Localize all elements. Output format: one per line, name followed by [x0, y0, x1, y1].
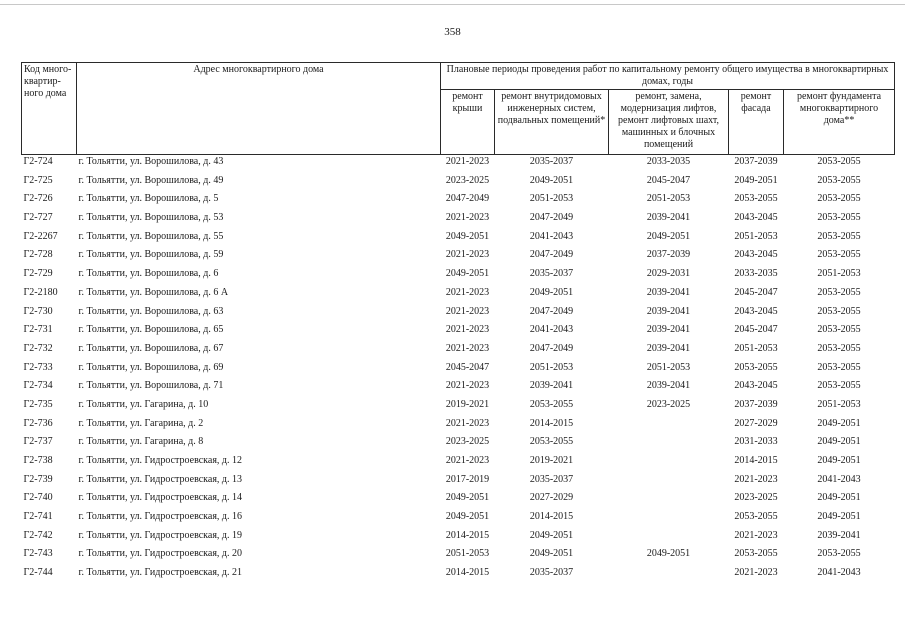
cell-roof: 2051-2053: [445, 548, 490, 560]
cell-roof: 2021-2023: [445, 380, 490, 392]
cell-code: Г2-742: [23, 529, 53, 541]
cell-roof: 2017-2019: [445, 473, 490, 485]
cell-systems: 2039-2041: [529, 380, 574, 392]
cell-code: Г2-744: [23, 567, 53, 579]
cell-facade: 2033-2035: [734, 268, 778, 280]
cell-foundation: 2039-2041: [817, 529, 861, 541]
cell-lifts: 2049-2051: [646, 548, 691, 560]
cell-systems: 2035-2037: [529, 567, 574, 579]
cell-foundation: 2053-2055: [817, 212, 861, 224]
cell-facade: 2014-2015: [734, 455, 778, 466]
cell-foundation: 2049-2051: [817, 455, 861, 466]
cell-systems: 2049-2051: [529, 548, 574, 560]
cell-lifts: 2029-2031: [646, 268, 691, 280]
cell-lifts: [609, 566, 729, 585]
cell-code: Г2-737: [23, 436, 53, 448]
cell-address: г. Тольятти, ул. Ворошилова, д. 71: [78, 380, 224, 392]
cell-address: г. Тольятти, ул. Ворошилова, д. 49: [78, 174, 224, 186]
cell-foundation: 2051-2053: [817, 398, 861, 410]
cell-roof: 2021-2023: [445, 212, 490, 224]
cell-lifts: [609, 529, 729, 548]
cell-facade: 2053-2055: [734, 511, 778, 523]
header-address: Адрес многоквартирного дома: [77, 63, 441, 155]
cell-address: г. Тольятти, ул. Ворошилова, д. 63: [78, 305, 224, 317]
cell-facade: 2027-2029: [734, 417, 778, 429]
cell-address: г. Тольятти, ул. Гагарина, д. 8: [78, 436, 204, 448]
header-roof: ремонт крыши: [441, 90, 495, 155]
cell-foundation: 2053-2055: [817, 548, 861, 560]
cell-systems: 2014-2015: [529, 417, 574, 429]
cell-code: Г2-727: [23, 212, 53, 224]
repair-schedule-table: [21, 62, 895, 585]
cell-roof: 2021-2023: [445, 156, 490, 167]
table-row: [22, 342, 895, 361]
cell-address: г. Тольятти, ул. Ворошилова, д. 55: [78, 230, 224, 242]
cell-address: г. Тольятти, ул. Гидростроевская, д. 14: [78, 492, 243, 504]
cell-roof: 2049-2051: [445, 511, 490, 523]
cell-systems: 2049-2051: [529, 529, 574, 541]
cell-roof: 2014-2015: [445, 567, 490, 579]
cell-roof: 2021-2023: [445, 455, 490, 466]
cell-roof: 2021-2023: [445, 417, 490, 429]
cell-facade: 2051-2053: [734, 342, 778, 354]
cell-code: Г2-739: [23, 473, 53, 485]
cell-systems: 2035-2037: [529, 268, 574, 280]
cell-systems: 2041-2043: [529, 324, 574, 336]
header-lifts: ремонт, замена, модернизация лифтов, ремонт лифтовых шахт, машинных и блочных помещений: [609, 90, 729, 155]
cell-roof: 2021-2023: [445, 286, 490, 298]
table-row: [22, 473, 895, 492]
cell-address: г. Тольятти, ул. Ворошилова, д. 6: [78, 268, 219, 280]
cell-lifts: [609, 435, 729, 454]
table-row: [22, 398, 895, 417]
cell-code: Г2-728: [23, 249, 53, 261]
cell-foundation: 2049-2051: [817, 417, 861, 429]
cell-lifts: [609, 417, 729, 436]
cell-foundation: 2053-2055: [817, 380, 861, 392]
cell-lifts: 2039-2041: [646, 286, 691, 298]
table-row: [22, 379, 895, 398]
cell-code: Г2-741: [23, 511, 53, 523]
cell-foundation: 2053-2055: [817, 305, 861, 317]
cell-roof: 2023-2025: [445, 436, 490, 448]
cell-lifts: 2049-2051: [646, 230, 691, 242]
cell-code: Г2-740: [23, 492, 53, 504]
cell-foundation: 2049-2051: [817, 436, 861, 448]
cell-systems: 2035-2037: [529, 156, 574, 167]
cell-facade: 2021-2023: [734, 529, 778, 541]
cell-address: г. Тольятти, ул. Ворошилова, д. 59: [78, 249, 224, 261]
cell-systems: 2027-2029: [529, 492, 574, 504]
cell-facade: 2053-2055: [734, 361, 778, 373]
table-row: [22, 547, 895, 566]
table-row: [22, 192, 895, 211]
table-row: [22, 529, 895, 548]
cell-foundation: 2051-2053: [817, 268, 861, 280]
cell-lifts: 2045-2047: [646, 174, 691, 186]
cell-code: Г2-2267: [23, 230, 58, 242]
cell-roof: 2049-2051: [445, 230, 490, 242]
cell-code: Г2-732: [23, 342, 53, 354]
cell-code: Г2-743: [23, 548, 53, 560]
table-row: [22, 491, 895, 510]
cell-lifts: [609, 510, 729, 529]
cell-lifts: [609, 491, 729, 510]
cell-systems: 2049-2051: [529, 286, 574, 298]
cell-code: Г2-733: [23, 361, 53, 373]
cell-systems: 2053-2055: [529, 436, 574, 448]
cell-address: г. Тольятти, ул. Гагарина, д. 2: [78, 417, 204, 429]
cell-address: г. Тольятти, ул. Ворошилова, д. 5: [78, 193, 219, 205]
cell-systems: 2019-2021: [529, 455, 574, 466]
page-number: 358: [444, 26, 461, 38]
cell-roof: 2021-2023: [445, 342, 490, 354]
cell-address: г. Тольятти, ул. Ворошилова, д. 69: [78, 361, 224, 373]
cell-address: г. Тольятти, ул. Гидростроевская, д. 12: [78, 455, 243, 466]
cell-facade: 2051-2053: [734, 230, 778, 242]
table-row: [22, 174, 895, 193]
cell-facade: 2043-2045: [734, 212, 778, 224]
cell-roof: 2047-2049: [445, 193, 490, 205]
cell-foundation: 2053-2055: [817, 249, 861, 261]
cell-lifts: 2051-2053: [646, 361, 691, 373]
cell-code: Г2-726: [23, 193, 53, 205]
cell-address: г. Тольятти, ул. Ворошилова, д. 6 А: [78, 286, 229, 298]
cell-facade: 2045-2047: [734, 324, 778, 336]
table-row: [22, 286, 895, 305]
cell-code: Г2-731: [23, 324, 53, 336]
cell-lifts: [609, 454, 729, 473]
cell-foundation: 2053-2055: [817, 156, 861, 167]
top-rule: [0, 4, 905, 5]
header-row-group: [22, 63, 895, 90]
table-row: [22, 155, 895, 174]
cell-facade: 2053-2055: [734, 193, 778, 205]
table-row: [22, 435, 895, 454]
cell-roof: 2021-2023: [445, 324, 490, 336]
cell-lifts: 2033-2035: [646, 156, 691, 167]
cell-foundation: 2053-2055: [817, 286, 861, 298]
cell-systems: 2051-2053: [529, 193, 574, 205]
cell-address: г. Тольятти, ул. Ворошилова, д. 43: [78, 156, 224, 167]
cell-facade: 2031-2033: [734, 436, 778, 448]
table-row: [22, 305, 895, 324]
table-row: [22, 454, 895, 473]
cell-address: г. Тольятти, ул. Ворошилова, д. 67: [78, 342, 224, 354]
cell-systems: 2047-2049: [529, 342, 574, 354]
cell-facade: 2021-2023: [734, 473, 778, 485]
cell-lifts: 2023-2025: [646, 398, 691, 410]
header-foundation: ремонт фундамента многоквартирного дома**: [784, 90, 895, 155]
cell-facade: 2043-2045: [734, 249, 778, 261]
cell-foundation: 2053-2055: [817, 193, 861, 205]
header-systems: ремонт внутридомовых инженерных систем, подвальных помещений*: [495, 90, 609, 155]
cell-code: Г2-738: [23, 455, 53, 466]
cell-lifts: 2039-2041: [646, 380, 691, 392]
cell-code: Г2-2180: [23, 286, 58, 298]
cell-foundation: 2053-2055: [817, 361, 861, 373]
cell-facade: 2037-2039: [734, 398, 778, 410]
cell-facade: 2043-2045: [734, 305, 778, 317]
header-facade: ремонт фасада: [729, 90, 784, 155]
cell-roof: 2021-2023: [445, 249, 490, 261]
cell-systems: 2053-2055: [529, 398, 574, 410]
cell-code: Г2-735: [23, 398, 53, 410]
cell-code: Г2-724: [23, 156, 53, 167]
table-row: [22, 211, 895, 230]
cell-roof: 2021-2023: [445, 305, 490, 317]
cell-lifts: 2039-2041: [646, 305, 691, 317]
cell-lifts: 2039-2041: [646, 342, 691, 354]
header-periods-group: Плановые периоды проведения работ по капитальному ремонту общего имущества в многоквартирных домах, годы: [441, 63, 895, 90]
cell-address: г. Тольятти, ул. Гагарина, д. 10: [78, 398, 209, 410]
cell-foundation: 2053-2055: [817, 174, 861, 186]
cell-facade: 2049-2051: [734, 174, 778, 186]
cell-roof: 2014-2015: [445, 529, 490, 541]
cell-facade: 2045-2047: [734, 286, 778, 298]
cell-foundation: 2041-2043: [817, 473, 861, 485]
cell-lifts: 2039-2041: [646, 212, 691, 224]
cell-roof: 2049-2051: [445, 492, 490, 504]
cell-lifts: 2037-2039: [646, 249, 691, 261]
cell-address: г. Тольятти, ул. Гидростроевская, д. 16: [78, 511, 243, 523]
cell-address: г. Тольятти, ул. Ворошилова, д. 53: [78, 212, 224, 224]
cell-roof: 2023-2025: [445, 174, 490, 186]
cell-address: г. Тольятти, ул. Гидростроевская, д. 13: [78, 473, 243, 485]
cell-foundation: 2053-2055: [817, 324, 861, 336]
cell-foundation: 2049-2051: [817, 511, 861, 523]
cell-facade: 2023-2025: [734, 492, 778, 504]
cell-facade: 2043-2045: [734, 380, 778, 392]
cell-code: Г2-734: [23, 380, 53, 392]
cell-lifts: [609, 473, 729, 492]
cell-systems: 2047-2049: [529, 249, 574, 261]
cell-lifts: 2039-2041: [646, 324, 691, 336]
cell-facade: 2053-2055: [734, 548, 778, 560]
table-row: [22, 267, 895, 286]
cell-code: Г2-736: [23, 417, 53, 429]
table-row: [22, 417, 895, 436]
cell-roof: 2019-2021: [445, 398, 490, 410]
cell-address: г. Тольятти, ул. Ворошилова, д. 65: [78, 324, 224, 336]
table-body: [22, 155, 895, 585]
cell-roof: 2049-2051: [445, 268, 490, 280]
table-row: [22, 248, 895, 267]
cell-systems: 2049-2051: [529, 174, 574, 186]
cell-facade: 2021-2023: [734, 567, 778, 579]
cell-foundation: 2049-2051: [817, 492, 861, 504]
header-code: Код много-квартир-ного дома: [22, 63, 77, 155]
cell-address: г. Тольятти, ул. Гидростроевская, д. 21: [78, 567, 243, 579]
table-row: [22, 323, 895, 342]
cell-foundation: 2053-2055: [817, 230, 861, 242]
cell-systems: 2041-2043: [529, 230, 574, 242]
cell-foundation: 2053-2055: [817, 342, 861, 354]
cell-systems: 2047-2049: [529, 305, 574, 317]
cell-systems: 2035-2037: [529, 473, 574, 485]
cell-address: г. Тольятти, ул. Гидростроевская, д. 19: [78, 529, 243, 541]
cell-foundation: 2041-2043: [817, 567, 861, 579]
cell-roof: 2045-2047: [445, 361, 490, 373]
cell-systems: 2047-2049: [529, 212, 574, 224]
cell-facade: 2037-2039: [734, 156, 778, 167]
cell-code: Г2-729: [23, 268, 53, 280]
table-row: [22, 361, 895, 380]
cell-systems: 2014-2015: [529, 511, 574, 523]
margin-scan-marks: [3, 500, 9, 560]
cell-systems: 2051-2053: [529, 361, 574, 373]
table-row: [22, 566, 895, 585]
table-row: [22, 510, 895, 529]
cell-code: Г2-725: [23, 174, 53, 186]
table-row: [22, 230, 895, 249]
cell-code: Г2-730: [23, 305, 53, 317]
cell-address: г. Тольятти, ул. Гидростроевская, д. 20: [78, 548, 243, 560]
cell-lifts: 2051-2053: [646, 193, 691, 205]
